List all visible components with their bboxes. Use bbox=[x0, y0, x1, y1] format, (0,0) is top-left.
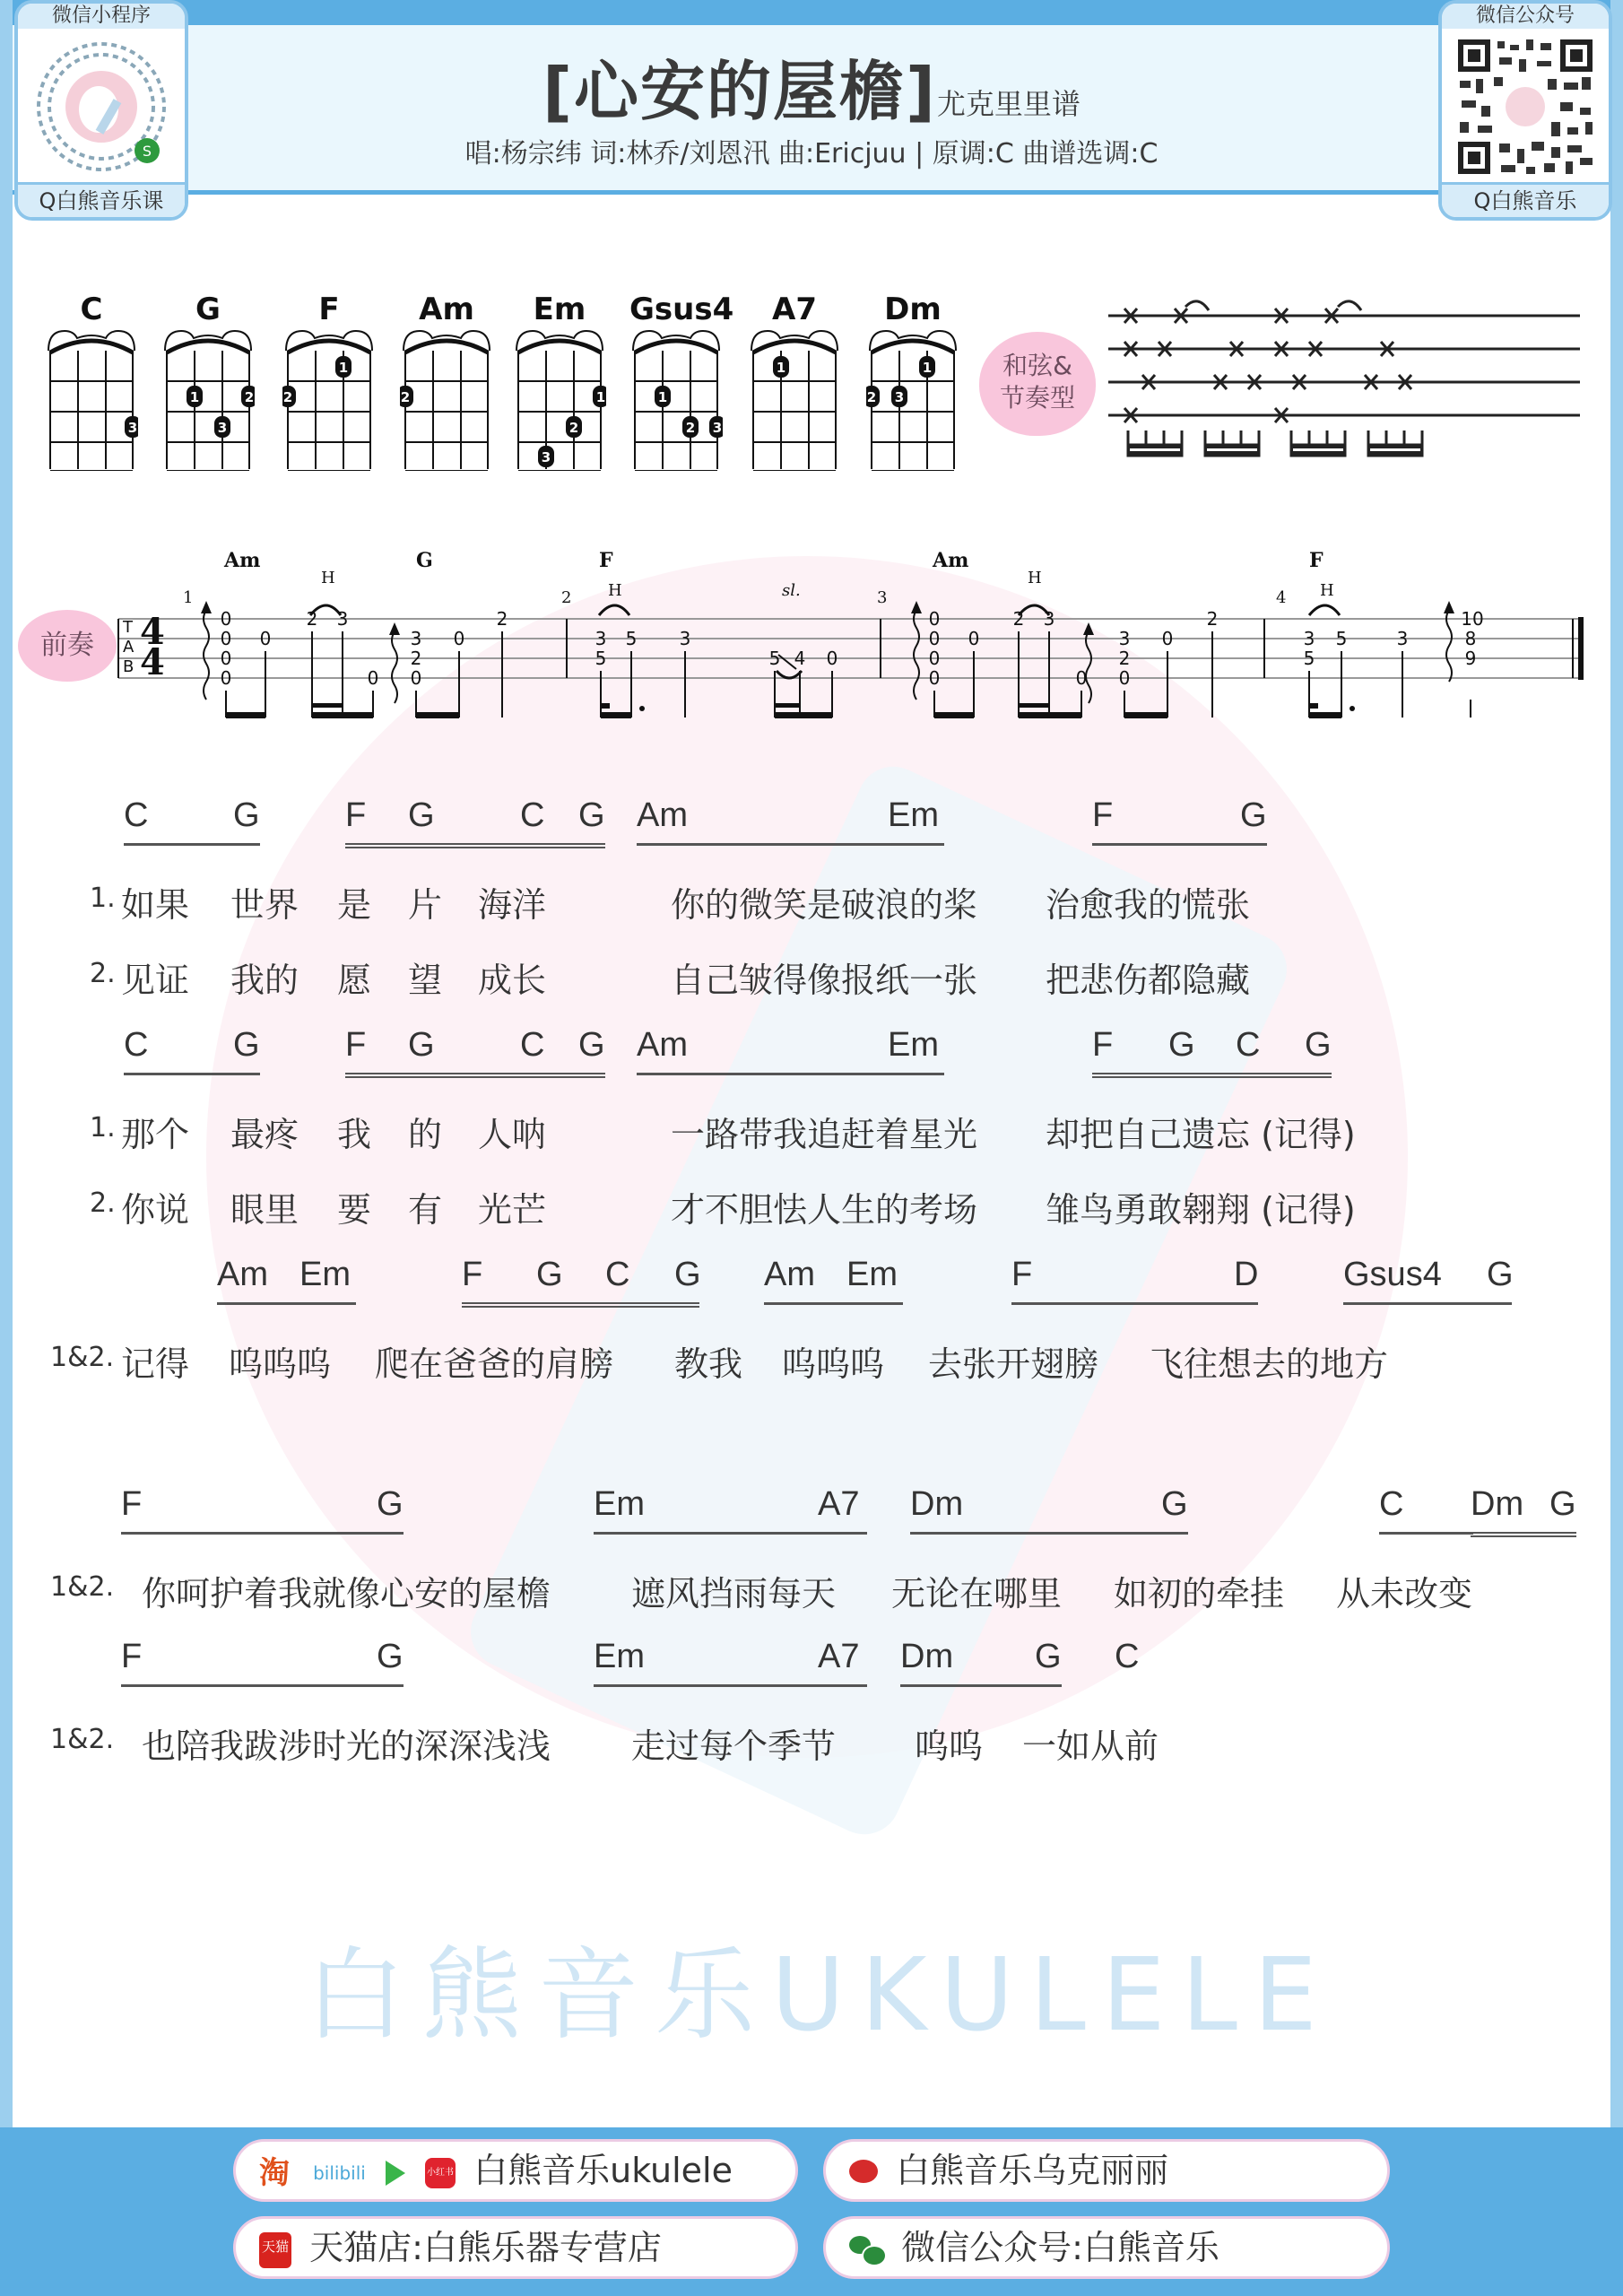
svg-text:0: 0 bbox=[826, 648, 838, 669]
chord-group bbox=[594, 1485, 867, 1535]
chord-label: Am bbox=[637, 1026, 688, 1064]
title-main: [心安的屋檐] bbox=[542, 54, 937, 129]
chord-label: G bbox=[1305, 1026, 1332, 1064]
chord-label: F bbox=[121, 1638, 143, 1675]
svg-text:0: 0 bbox=[220, 628, 232, 649]
svg-text:1: 1 bbox=[657, 389, 668, 405]
chord-label: Em bbox=[594, 1638, 645, 1675]
lyric-segment: 却把自己遗忘 (记得) bbox=[1046, 1115, 1356, 1154]
tab-chord-name: Am bbox=[224, 549, 261, 572]
chord-label: G bbox=[408, 796, 435, 834]
svg-text:0: 0 bbox=[220, 667, 232, 689]
svg-text:H: H bbox=[1028, 569, 1042, 587]
lyric-segment: 如果 bbox=[121, 885, 190, 925]
chord-group bbox=[124, 1026, 260, 1075]
lyric-segment: 也陪我跋涉时光的深深浅浅 bbox=[142, 1726, 551, 1766]
svg-text:4: 4 bbox=[794, 648, 806, 669]
chord-label: C bbox=[1115, 1638, 1140, 1675]
lyric-segment: 见证 bbox=[121, 961, 190, 1000]
lyric-segment: 雏鸟勇敢翱翔 (记得) bbox=[1046, 1190, 1356, 1230]
chord-name: Am bbox=[419, 291, 474, 327]
chord-label: C bbox=[124, 1026, 149, 1064]
svg-text:3: 3 bbox=[877, 588, 888, 607]
svg-text:4: 4 bbox=[140, 611, 165, 653]
lyric-line bbox=[0, 1107, 1623, 1152]
chord-label: G bbox=[1487, 1256, 1514, 1293]
chord-label: G bbox=[578, 796, 605, 834]
chord-name: Em bbox=[533, 291, 586, 327]
chord-label: F bbox=[1092, 1026, 1114, 1064]
lyric-segment: 有 bbox=[408, 1190, 443, 1230]
verse-number: 1&2. bbox=[50, 1571, 115, 1603]
svg-text:2: 2 bbox=[496, 608, 508, 630]
lyric-segment: 去张开翅膀 bbox=[928, 1344, 1099, 1384]
chord-group bbox=[637, 1026, 944, 1075]
chord-group bbox=[1092, 796, 1267, 846]
chord-label: Dm bbox=[910, 1485, 964, 1523]
svg-text:3: 3 bbox=[712, 420, 723, 436]
pattern-badge bbox=[979, 332, 1096, 436]
svg-text:2: 2 bbox=[866, 389, 877, 405]
chord-name: F bbox=[318, 291, 340, 327]
lyric-segment: 无论在哪里 bbox=[891, 1574, 1063, 1613]
tab-chord-name: G bbox=[416, 549, 433, 572]
footer-link-label: 白熊音乐乌克丽丽 bbox=[896, 2151, 1169, 2190]
chord-label: Am bbox=[764, 1256, 815, 1293]
chord-fretboard-icon bbox=[748, 327, 841, 471]
chord-group bbox=[121, 1485, 404, 1535]
svg-text:S: S bbox=[142, 143, 152, 160]
chord-label: G bbox=[1549, 1485, 1576, 1523]
tab-chord-name: F bbox=[599, 549, 613, 572]
chord-group bbox=[345, 796, 605, 848]
chord-name: A7 bbox=[772, 291, 817, 327]
svg-text:H: H bbox=[321, 569, 335, 587]
svg-text:T: T bbox=[123, 618, 133, 637]
lyric-segment: 飞往想去的地方 bbox=[1150, 1344, 1389, 1384]
lyric-segment: 片 bbox=[408, 885, 443, 925]
svg-text:2: 2 bbox=[568, 420, 579, 436]
svg-text:sl.: sl. bbox=[782, 581, 801, 600]
svg-text:10: 10 bbox=[1461, 608, 1484, 630]
footer-link-wechat[interactable] bbox=[823, 2216, 1390, 2279]
svg-text:5: 5 bbox=[595, 648, 607, 669]
lyric-segment: 如初的牵挂 bbox=[1114, 1574, 1285, 1613]
chord-label: F bbox=[1011, 1256, 1033, 1293]
chord-group bbox=[764, 1256, 903, 1305]
chord-name: Gsus4 bbox=[629, 291, 734, 327]
chord-group bbox=[1011, 1256, 1258, 1305]
svg-text:0: 0 bbox=[928, 648, 941, 669]
chord-label: G bbox=[1168, 1026, 1195, 1064]
svg-text:0: 0 bbox=[928, 608, 941, 630]
svg-text:3: 3 bbox=[541, 449, 551, 465]
svg-text:0: 0 bbox=[928, 628, 941, 649]
svg-text:5: 5 bbox=[1303, 648, 1315, 669]
chord-label: A7 bbox=[818, 1638, 860, 1675]
svg-text:H: H bbox=[1320, 581, 1334, 600]
lyric-segment: 自己皱得像报纸一张 bbox=[671, 961, 978, 1000]
tie-marks bbox=[1185, 301, 1361, 310]
svg-text:0: 0 bbox=[410, 667, 422, 689]
lyric-segment: 治愈我的慌张 bbox=[1046, 885, 1251, 925]
chord-label: Dm bbox=[1471, 1485, 1524, 1523]
chord-diagram-g bbox=[161, 291, 255, 471]
chord-label: C bbox=[124, 796, 149, 834]
chord-group bbox=[1092, 1026, 1332, 1078]
chord-label: D bbox=[1234, 1256, 1259, 1293]
lyric-segment: 从未改变 bbox=[1336, 1574, 1473, 1613]
lyric-segment: 你说 bbox=[121, 1190, 190, 1230]
chord-label: F bbox=[345, 796, 367, 834]
svg-text:0: 0 bbox=[367, 667, 379, 689]
lyric-segment: 要 bbox=[337, 1190, 372, 1230]
footer-link-label: 天猫店:白熊乐器专营店 bbox=[309, 2228, 662, 2267]
intro-tablature bbox=[108, 538, 1605, 744]
chord-label: G bbox=[377, 1638, 404, 1675]
svg-text:0: 0 bbox=[968, 628, 980, 649]
svg-text:2: 2 bbox=[685, 420, 696, 436]
strum-x-marks bbox=[1124, 309, 1411, 422]
qr-label-bottom: Q白熊音乐课 bbox=[18, 182, 185, 217]
chord-label: G bbox=[674, 1256, 701, 1293]
lyric-segment: 呜呜呜 bbox=[782, 1344, 885, 1384]
lyric-segment: 愿 bbox=[337, 961, 372, 1000]
chord-row bbox=[0, 1485, 1623, 1539]
verse-number: 1. bbox=[90, 883, 116, 914]
svg-text:3: 3 bbox=[1303, 628, 1315, 649]
strumming-pattern bbox=[1103, 287, 1587, 475]
chord-label: F bbox=[462, 1256, 483, 1293]
chord-fretboard-icon bbox=[513, 327, 606, 471]
svg-text:5: 5 bbox=[768, 648, 781, 669]
wechat-icon bbox=[849, 2236, 883, 2265]
official-account-qr-card[interactable] bbox=[1438, 0, 1612, 221]
svg-text:B: B bbox=[123, 657, 135, 676]
chord-label: A7 bbox=[818, 1485, 860, 1523]
chord-diagram-c bbox=[45, 291, 138, 471]
svg-text:8: 8 bbox=[1464, 628, 1477, 649]
svg-text:9: 9 bbox=[1464, 648, 1477, 669]
svg-text:2: 2 bbox=[306, 608, 318, 630]
watermark: 白熊音乐UKULELE bbox=[305, 1937, 1333, 2054]
chord-group bbox=[900, 1638, 1062, 1687]
pattern-badge-line1: 和弦& bbox=[1002, 351, 1072, 380]
svg-text:0: 0 bbox=[1075, 667, 1088, 689]
footer-link-weibo[interactable] bbox=[823, 2139, 1390, 2202]
miniprogram-qr-icon bbox=[30, 36, 172, 178]
chord-label: G bbox=[578, 1026, 605, 1064]
chord-fretboard-icon bbox=[866, 327, 959, 471]
chord-diagram-f bbox=[282, 291, 376, 471]
chord-label: Em bbox=[299, 1256, 351, 1293]
verse-number: 1. bbox=[90, 1112, 116, 1144]
lyric-segment: 眼里 bbox=[230, 1190, 299, 1230]
svg-text:3: 3 bbox=[894, 389, 905, 405]
chord-label: G bbox=[1240, 796, 1267, 834]
svg-text:3: 3 bbox=[1118, 628, 1131, 649]
chord-label: G bbox=[233, 1026, 260, 1064]
weibo-icon bbox=[849, 2160, 878, 2183]
footer-link-tmall[interactable] bbox=[233, 2216, 798, 2279]
svg-text:2: 2 bbox=[1012, 608, 1025, 630]
lyric-segment: 一路带我追赶着星光 bbox=[671, 1115, 978, 1154]
svg-text:3: 3 bbox=[336, 608, 349, 630]
lyric-segment: 你的微笑是破浪的桨 bbox=[671, 885, 978, 925]
taobao-icon: 淘 bbox=[259, 2154, 290, 2191]
svg-text:0: 0 bbox=[220, 648, 232, 669]
chord-label: G bbox=[408, 1026, 435, 1064]
bilibili-icon: bilibili bbox=[313, 2161, 366, 2184]
official-account-qr-icon bbox=[1454, 36, 1596, 178]
chord-fretboard-icon bbox=[161, 327, 255, 471]
chord-label: Am bbox=[217, 1256, 268, 1293]
lyric-segment: 的 bbox=[408, 1115, 443, 1154]
svg-text:2: 2 bbox=[1118, 648, 1131, 669]
lyric-line bbox=[0, 1566, 1623, 1611]
chord-group bbox=[637, 796, 944, 846]
verse-number: 2. bbox=[90, 1187, 116, 1219]
chord-diagram-am bbox=[400, 291, 493, 471]
chord-label: Am bbox=[637, 796, 688, 834]
tab-chord-name: Am bbox=[933, 549, 969, 572]
lyric-line bbox=[0, 1718, 1623, 1766]
lyric-segment: 我的 bbox=[230, 961, 299, 1000]
chord-label: C bbox=[1236, 1026, 1261, 1064]
chord-label: Em bbox=[888, 1026, 939, 1064]
chord-group bbox=[1379, 1485, 1473, 1535]
verse-number: 1&2. bbox=[50, 1724, 115, 1755]
chord-group bbox=[594, 1638, 867, 1687]
chord-label: F bbox=[1092, 796, 1114, 834]
svg-text:5: 5 bbox=[625, 628, 638, 649]
svg-text:0: 0 bbox=[1161, 628, 1174, 649]
lyric-segment: 爬在爸爸的肩膀 bbox=[375, 1344, 614, 1384]
lyric-segment: 成长 bbox=[478, 961, 547, 1000]
lyric-segment: 那个 bbox=[121, 1115, 190, 1154]
lyric-segment: 一如从前 bbox=[1022, 1726, 1159, 1766]
chord-label: G bbox=[1035, 1638, 1062, 1675]
svg-text:2: 2 bbox=[1206, 608, 1219, 630]
lyric-segment: 我 bbox=[337, 1115, 372, 1154]
chord-label: Em bbox=[888, 796, 939, 834]
pattern-badge-line2: 节奏型 bbox=[999, 383, 1075, 413]
svg-text:3: 3 bbox=[1396, 628, 1409, 649]
chord-group bbox=[1115, 1638, 1150, 1684]
video-play-icon bbox=[386, 2161, 405, 2186]
svg-text:2: 2 bbox=[410, 648, 422, 669]
lyric-segment: 记得 bbox=[121, 1344, 190, 1384]
chord-fretboard-icon bbox=[629, 327, 723, 471]
chord-group bbox=[1471, 1485, 1576, 1537]
chord-label: G bbox=[233, 796, 260, 834]
chord-group bbox=[1343, 1256, 1512, 1305]
lyric-segment: 走过每个季节 bbox=[631, 1726, 837, 1766]
lyric-segment: 光芒 bbox=[478, 1190, 547, 1230]
chord-label: G bbox=[536, 1256, 563, 1293]
lyric-segment: 最疼 bbox=[230, 1115, 299, 1154]
chord-group bbox=[121, 1638, 404, 1687]
svg-text:A: A bbox=[123, 638, 135, 657]
svg-text:0: 0 bbox=[1118, 667, 1131, 689]
svg-text:0: 0 bbox=[928, 667, 941, 689]
chord-label: F bbox=[121, 1485, 143, 1523]
chord-label: Dm bbox=[900, 1638, 954, 1675]
chord-fretboard-icon bbox=[400, 327, 493, 471]
song-title bbox=[0, 39, 1623, 133]
chord-diagram-a7 bbox=[748, 291, 841, 471]
qr-label-top: 微信公众号 bbox=[1442, 4, 1609, 29]
chord-label: F bbox=[345, 1026, 367, 1064]
chord-name: G bbox=[195, 291, 221, 327]
song-meta: 唱:杨宗纬 词:林乔/刘恩汛 曲:Ericjuu | 原调:C 曲谱选调:C bbox=[464, 138, 1159, 170]
footer-link-platforms[interactable] bbox=[233, 2139, 798, 2202]
chord-group bbox=[910, 1485, 1188, 1535]
chord-name: C bbox=[80, 291, 103, 327]
svg-text:1: 1 bbox=[922, 360, 933, 376]
footer-link-label: 白熊音乐ukulele bbox=[473, 2151, 733, 2190]
svg-text:4: 4 bbox=[1276, 588, 1287, 607]
lyric-segment: 人呐 bbox=[478, 1115, 547, 1154]
lyric-segment: 望 bbox=[408, 961, 443, 1000]
lyric-segment: 呜呜呜 bbox=[229, 1344, 332, 1384]
tmall-icon: 天猫 bbox=[259, 2232, 291, 2268]
svg-text:3: 3 bbox=[595, 628, 607, 649]
chord-diagram-dm bbox=[866, 291, 959, 471]
qr-label-top: 微信小程序 bbox=[18, 4, 185, 29]
top-band bbox=[0, 0, 1623, 25]
svg-text:H: H bbox=[608, 581, 622, 600]
chord-group bbox=[345, 1026, 605, 1078]
svg-text:1: 1 bbox=[183, 588, 194, 607]
chord-label: C bbox=[1379, 1485, 1404, 1523]
svg-text:3: 3 bbox=[410, 628, 422, 649]
chord-group bbox=[217, 1256, 356, 1305]
qr-label-bottom: Q白熊音乐 bbox=[1442, 182, 1609, 217]
lyric-segment: 遮风挡雨每天 bbox=[631, 1574, 837, 1613]
xiaohongshu-icon: 小红书 bbox=[425, 2158, 456, 2188]
lyric-segment: 呜呜 bbox=[915, 1726, 984, 1766]
lyric-segment: 你呵护着我就像心安的屋檐 bbox=[142, 1574, 551, 1613]
miniprogram-qr-card[interactable] bbox=[14, 0, 188, 221]
chord-label: G bbox=[377, 1485, 404, 1523]
chord-name: Dm bbox=[884, 291, 942, 327]
lyric-segment: 是 bbox=[337, 885, 372, 925]
chord-row bbox=[0, 796, 1623, 850]
lyric-line bbox=[0, 1182, 1623, 1230]
verse-number: 1&2. bbox=[50, 1342, 115, 1373]
chord-label: G bbox=[1161, 1485, 1188, 1523]
rhythm-beams bbox=[1128, 430, 1422, 456]
chord-diagram-gsus4 bbox=[629, 291, 734, 471]
chord-fretboard-icon bbox=[45, 327, 138, 471]
chord-group bbox=[124, 796, 260, 846]
lyric-segment: 世界 bbox=[230, 885, 299, 925]
lyric-segment: 海洋 bbox=[478, 885, 547, 925]
svg-text:3: 3 bbox=[127, 420, 138, 436]
chord-row bbox=[0, 1256, 1623, 1309]
svg-text:2: 2 bbox=[282, 389, 293, 405]
lyric-segment: 才不胆怯人生的考场 bbox=[671, 1190, 978, 1230]
chord-label: Gsus4 bbox=[1343, 1256, 1442, 1293]
footer-link-label: 微信公众号:白熊音乐 bbox=[901, 2228, 1219, 2267]
svg-text:0: 0 bbox=[220, 608, 232, 630]
lyric-segment: 教我 bbox=[674, 1344, 743, 1384]
chord-row bbox=[0, 1638, 1623, 1692]
lyric-line bbox=[0, 952, 1623, 1000]
svg-text:1: 1 bbox=[338, 360, 349, 376]
chord-label: C bbox=[520, 796, 545, 834]
chord-label: C bbox=[605, 1256, 630, 1293]
lyric-segment: 把悲伤都隐藏 bbox=[1046, 961, 1251, 1000]
chord-group bbox=[462, 1256, 699, 1308]
lyric-line bbox=[0, 1336, 1623, 1384]
chord-fretboard-icon bbox=[282, 327, 376, 471]
svg-text:5: 5 bbox=[1335, 628, 1348, 649]
svg-text:2: 2 bbox=[244, 389, 255, 405]
lyric-line bbox=[0, 877, 1623, 925]
verse-number: 2. bbox=[90, 958, 116, 989]
svg-text:2: 2 bbox=[400, 389, 411, 405]
svg-text:3: 3 bbox=[1043, 608, 1055, 630]
chord-label: C bbox=[520, 1026, 545, 1064]
svg-text:3: 3 bbox=[217, 420, 228, 436]
chord-label: Em bbox=[846, 1256, 898, 1293]
svg-text:3: 3 bbox=[679, 628, 691, 649]
svg-text:2: 2 bbox=[561, 588, 572, 607]
chord-row bbox=[0, 1026, 1623, 1080]
title-suffix: 尤克里里谱 bbox=[936, 87, 1081, 121]
chord-label: Em bbox=[594, 1485, 645, 1523]
svg-text:1: 1 bbox=[189, 389, 200, 405]
tab-chord-name: F bbox=[1309, 549, 1324, 572]
chord-diagram-em bbox=[513, 291, 606, 471]
svg-text:1: 1 bbox=[595, 389, 606, 405]
svg-text:0: 0 bbox=[453, 628, 465, 649]
svg-text:1: 1 bbox=[776, 360, 786, 376]
svg-text:4: 4 bbox=[140, 641, 165, 683]
intro-badge: 前奏 bbox=[18, 610, 117, 682]
svg-text:0: 0 bbox=[259, 628, 272, 649]
